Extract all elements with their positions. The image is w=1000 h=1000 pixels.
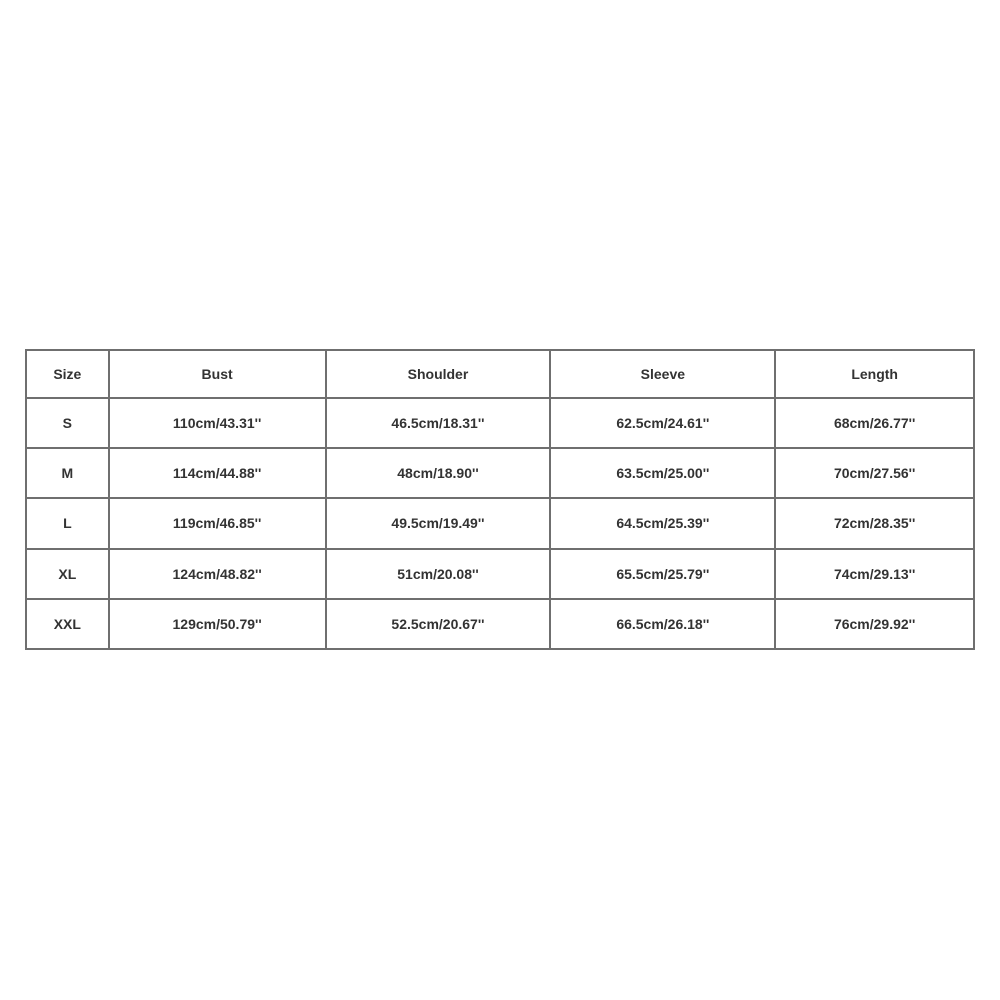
cell-sleeve: 65.5cm/25.79''	[550, 549, 775, 599]
cell-size: L	[26, 498, 109, 548]
header-sleeve: Sleeve	[550, 350, 775, 398]
header-size: Size	[26, 350, 109, 398]
header-length: Length	[775, 350, 974, 398]
cell-length: 70cm/27.56''	[775, 448, 974, 498]
cell-bust: 124cm/48.82''	[109, 549, 326, 599]
cell-length: 68cm/26.77''	[775, 398, 974, 448]
cell-bust: 119cm/46.85''	[109, 498, 326, 548]
cell-sleeve: 66.5cm/26.18''	[550, 599, 775, 649]
table-row	[26, 549, 974, 599]
cell-length: 76cm/29.92''	[775, 599, 974, 649]
table-row	[26, 398, 974, 448]
size-chart-table	[25, 349, 975, 650]
cell-shoulder: 46.5cm/18.31''	[326, 398, 551, 448]
cell-size: S	[26, 398, 109, 448]
cell-sleeve: 63.5cm/25.00''	[550, 448, 775, 498]
cell-length: 74cm/29.13''	[775, 549, 974, 599]
cell-size: XXL	[26, 599, 109, 649]
table-header-row	[26, 350, 974, 398]
table-row	[26, 498, 974, 548]
table-row	[26, 599, 974, 649]
cell-shoulder: 52.5cm/20.67''	[326, 599, 551, 649]
table-row	[26, 448, 974, 498]
cell-bust: 129cm/50.79''	[109, 599, 326, 649]
cell-shoulder: 49.5cm/19.49''	[326, 498, 551, 548]
header-bust: Bust	[109, 350, 326, 398]
cell-shoulder: 51cm/20.08''	[326, 549, 551, 599]
cell-bust: 114cm/44.88''	[109, 448, 326, 498]
cell-length: 72cm/28.35''	[775, 498, 974, 548]
cell-shoulder: 48cm/18.90''	[326, 448, 551, 498]
cell-size: M	[26, 448, 109, 498]
cell-sleeve: 64.5cm/25.39''	[550, 498, 775, 548]
cell-bust: 110cm/43.31''	[109, 398, 326, 448]
cell-size: XL	[26, 549, 109, 599]
header-shoulder: Shoulder	[326, 350, 551, 398]
cell-sleeve: 62.5cm/24.61''	[550, 398, 775, 448]
